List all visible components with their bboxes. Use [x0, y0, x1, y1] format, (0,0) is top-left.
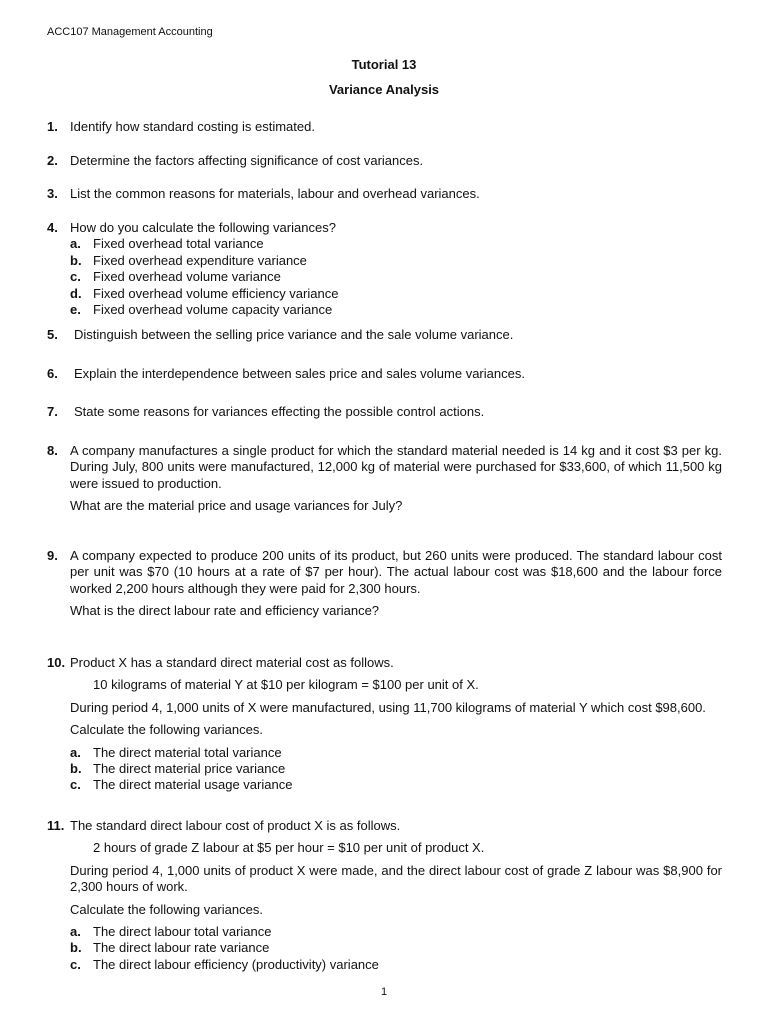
question-follow-up: What are the material price and usage variances for July?	[70, 498, 403, 514]
sub-item	[70, 924, 722, 940]
question-text: Explain the interdependence between sales price and sales volume variances.	[74, 366, 525, 381]
question-number: 1.	[47, 119, 58, 134]
question-1	[47, 119, 722, 135]
question-number: 5.	[47, 327, 58, 342]
sub-item	[70, 745, 722, 761]
sub-item	[70, 286, 722, 302]
question-9	[47, 548, 722, 620]
question-number: 6.	[47, 366, 58, 381]
question-text: Product X has a standard direct material cost as follows.	[70, 655, 394, 670]
sub-letter: c.	[70, 269, 81, 285]
sub-text: The direct labour rate variance	[93, 940, 270, 956]
question-text: The standard direct labour cost of product X is as follows.	[70, 818, 401, 833]
question-text: List the common reasons for materials, labour and overhead variances.	[70, 186, 480, 201]
standard-cost-line: 10 kilograms of material Y at $10 per kilogram = $100 per unit of X.	[93, 677, 479, 693]
question-4	[47, 220, 722, 318]
question-number: 9.	[47, 548, 58, 563]
sub-text: The direct labour total variance	[93, 924, 272, 940]
question-number: 2.	[47, 153, 58, 168]
question-5	[47, 327, 722, 343]
sub-item	[70, 777, 722, 793]
sub-text: Fixed overhead volume capacity variance	[93, 302, 333, 318]
question-7	[47, 404, 722, 420]
question-number: 7.	[47, 404, 58, 419]
question-2	[47, 153, 722, 169]
sub-letter: a.	[70, 744, 81, 760]
sub-item	[70, 236, 722, 252]
sub-text: Fixed overhead volume efficiency variance	[93, 285, 339, 301]
sub-text: The direct material usage variance	[93, 777, 293, 793]
question-10	[47, 655, 722, 794]
sub-text: The direct material price variance	[93, 761, 286, 777]
question-3	[47, 186, 722, 202]
question-paragraph: During period 4, 1,000 units of X were manufactured, using 11,700 kilograms of material Y which cost $98,600.	[70, 699, 706, 715]
question-text: Distinguish between the selling price variance and the sale volume variance.	[74, 327, 514, 342]
question-text: How do you calculate the following variances?	[70, 220, 336, 235]
sub-letter: a.	[70, 924, 81, 940]
question-number: 4.	[47, 220, 58, 235]
question-instruction: Calculate the following variances.	[70, 901, 263, 917]
question-text: A company expected to produce 200 units of its product, but 260 units were produced. The standard labour cost per unit was $70 (10 hours at a rate of $7 per hour). The actual labour cost was $18,600 and the labour force worked 2,200 hours although they were paid for 2,300 hours.	[70, 548, 722, 596]
question-number: 3.	[47, 186, 58, 201]
question-text: Identify how standard costing is estimated.	[70, 119, 315, 134]
question-11	[47, 818, 722, 973]
question-6	[47, 366, 722, 382]
question-instruction: Calculate the following variances.	[70, 722, 263, 738]
sub-item	[70, 269, 722, 285]
sub-letter: b.	[70, 761, 82, 777]
sub-text: Fixed overhead volume variance	[93, 269, 281, 285]
sub-text: Fixed overhead expenditure variance	[93, 252, 307, 268]
question-text: A company manufactures a single product for which the standard material needed is 14 kg and it cost $3 per kg. During July, 800 units were manufactured, 12,000 kg of material were purchased for $33,600, of which 11,500 kg were issued to production.	[70, 443, 722, 491]
sub-item	[70, 957, 722, 973]
sub-text: The direct material total variance	[93, 744, 282, 760]
sub-letter: d.	[70, 285, 82, 301]
question-number: 11.	[47, 818, 65, 833]
sub-letter: e.	[70, 302, 81, 318]
document-title: Tutorial 13	[351, 57, 417, 72]
sub-letter: b.	[70, 940, 82, 956]
sub-letter: b.	[70, 252, 82, 268]
running-head: ACC107 Management Accounting	[47, 26, 213, 38]
question-number: 8.	[47, 443, 58, 458]
sub-letter: a.	[70, 236, 81, 252]
question-text: Determine the factors affecting significance of cost variances.	[70, 153, 424, 168]
sub-text: Fixed overhead total variance	[93, 236, 264, 252]
question-text: State some reasons for variances effecting the possible control actions.	[74, 404, 485, 419]
document-subtitle: Variance Analysis	[328, 82, 440, 97]
page-number: 1	[380, 986, 388, 998]
question-number: 10.	[47, 655, 66, 670]
sub-item	[70, 302, 722, 318]
question-follow-up: What is the direct labour rate and efficiency variance?	[70, 603, 380, 619]
sub-letter: c.	[70, 777, 81, 793]
sub-item	[70, 761, 722, 777]
sub-item	[70, 940, 722, 956]
standard-cost-line: 2 hours of grade Z labour at $5 per hour = $10 per unit of product X.	[93, 840, 485, 856]
question-paragraph: During period 4, 1,000 units of product X were made, and the direct labour cost of grade Z labour was $8,900 for 2,300 hours of work.	[70, 862, 722, 895]
question-8	[47, 443, 722, 515]
sub-letter: c.	[70, 956, 81, 972]
sub-text: The direct labour efficiency (productivity) variance	[93, 956, 379, 972]
sub-item	[70, 253, 722, 269]
